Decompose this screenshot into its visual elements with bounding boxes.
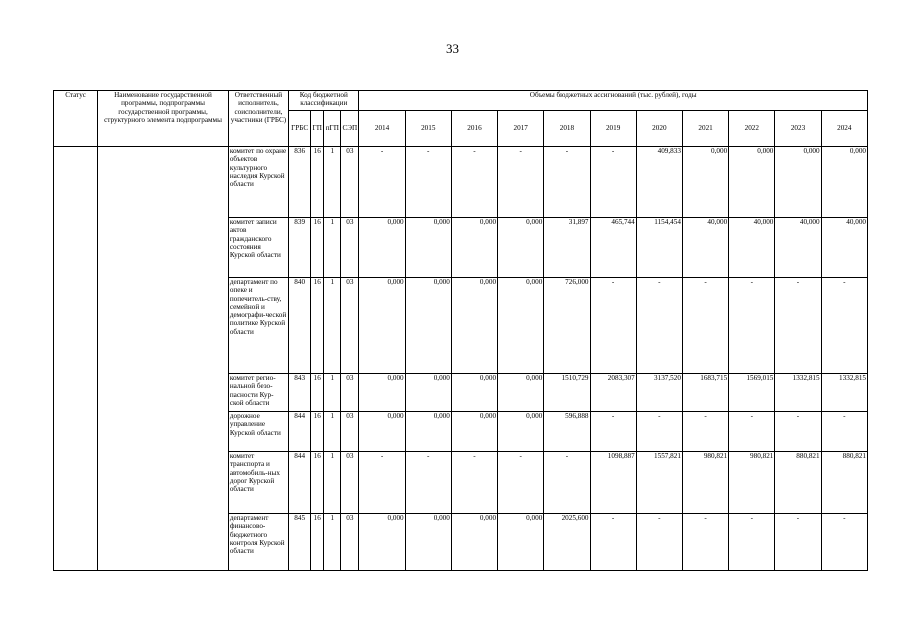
- value-cell-2019: -: [590, 147, 636, 218]
- value-cell-2019: 1098,887: [590, 452, 636, 514]
- executor-cell: департамент по опеке и попечитель-ству, семейной и демографи-ческой политике Курской области: [228, 278, 288, 374]
- value-cell-2018: 2025,600: [544, 514, 590, 571]
- value-cell-2014: 0,000: [359, 218, 405, 278]
- executor-cell: комитет транспорта и автомобиль-ных дорог Курской области: [228, 452, 288, 514]
- code-gp-cell: 16: [311, 452, 324, 514]
- code-sep-cell: 03: [341, 374, 359, 412]
- value-cell-2023: 0,000: [775, 147, 821, 218]
- status-cell: [54, 147, 98, 571]
- value-cell-2018: 726,000: [544, 278, 590, 374]
- code-grbs-cell: 840: [289, 278, 311, 374]
- value-cell-2019: -: [590, 412, 636, 452]
- value-cell-2023: -: [775, 514, 821, 571]
- header-year-2024: 2024: [821, 111, 867, 147]
- value-cell-2022: 40,000: [729, 218, 775, 278]
- code-sep-cell: 03: [341, 452, 359, 514]
- value-cell-2020: 1557,821: [636, 452, 682, 514]
- code-sep-cell: 03: [341, 412, 359, 452]
- header-code-group: Код бюджетной классификации: [289, 91, 359, 111]
- value-cell-2016: -: [451, 147, 497, 218]
- value-cell-2020: 1154,454: [636, 218, 682, 278]
- value-cell-2023: 880,821: [775, 452, 821, 514]
- value-cell-2023: 1332,815: [775, 374, 821, 412]
- code-sep-cell: 03: [341, 278, 359, 374]
- value-cell-2021: -: [682, 514, 728, 571]
- code-sep-cell: 03: [341, 218, 359, 278]
- code-pgp-cell: 1: [324, 412, 341, 452]
- value-cell-2018: 596,888: [544, 412, 590, 452]
- value-cell-2014: 0,000: [359, 278, 405, 374]
- value-cell-2024: 40,000: [821, 218, 867, 278]
- value-cell-2016: 0,000: [451, 374, 497, 412]
- header-year-2019: 2019: [590, 111, 636, 147]
- value-cell-2016: 0,000: [451, 218, 497, 278]
- value-cell-2023: 40,000: [775, 218, 821, 278]
- code-sep-cell: 03: [341, 147, 359, 218]
- value-cell-2016: -: [451, 452, 497, 514]
- value-cell-2023: -: [775, 278, 821, 374]
- value-cell-2024: 0,000: [821, 147, 867, 218]
- value-cell-2019: -: [590, 278, 636, 374]
- budget-table: [53, 90, 868, 571]
- value-cell-2019: 465,744: [590, 218, 636, 278]
- table-header: [54, 91, 868, 147]
- code-gp-cell: 16: [311, 412, 324, 452]
- executor-cell: комитет записи актов гражданского состояния Курской области: [228, 218, 288, 278]
- value-cell-2022: -: [729, 514, 775, 571]
- value-cell-2024: -: [821, 412, 867, 452]
- table-body: [54, 147, 868, 571]
- header-year-2016: 2016: [451, 111, 497, 147]
- header-year-2022: 2022: [729, 111, 775, 147]
- value-cell-2018: -: [544, 452, 590, 514]
- value-cell-2017: 0,000: [498, 412, 544, 452]
- value-cell-2016: 0,000: [451, 412, 497, 452]
- value-cell-2015: 0,000: [405, 374, 451, 412]
- value-cell-2023: -: [775, 412, 821, 452]
- value-cell-2024: -: [821, 514, 867, 571]
- header-volumes-group: Объемы бюджетных ассигнований (тыс. рублей), годы: [359, 91, 868, 111]
- value-cell-2014: 0,000: [359, 374, 405, 412]
- code-gp-cell: 16: [311, 218, 324, 278]
- code-grbs-cell: 845: [289, 514, 311, 571]
- code-pgp-cell: 1: [324, 514, 341, 571]
- value-cell-2017: -: [498, 147, 544, 218]
- value-cell-2022: 980,821: [729, 452, 775, 514]
- value-cell-2021: 0,000: [682, 147, 728, 218]
- code-grbs-cell: 844: [289, 412, 311, 452]
- code-gp-cell: 16: [311, 514, 324, 571]
- code-pgp-cell: 1: [324, 218, 341, 278]
- code-pgp-cell: 1: [324, 374, 341, 412]
- code-grbs-cell: 836: [289, 147, 311, 218]
- value-cell-2018: 1510,729: [544, 374, 590, 412]
- header-code-3: СЭП: [341, 111, 359, 147]
- header-name: Наименование государственной программы, подпрограммы государственной программы, структурного элемента подпрограммы: [98, 91, 229, 147]
- value-cell-2015: 0,000: [405, 514, 451, 571]
- value-cell-2020: -: [636, 278, 682, 374]
- value-cell-2014: -: [359, 452, 405, 514]
- executor-cell: департамент финансово-бюджетного контроля Курской области: [228, 514, 288, 571]
- value-cell-2020: 3137,520: [636, 374, 682, 412]
- value-cell-2021: 1683,715: [682, 374, 728, 412]
- value-cell-2020: 409,833: [636, 147, 682, 218]
- header-code-1: ГП: [311, 111, 324, 147]
- value-cell-2016: 0,000: [451, 514, 497, 571]
- value-cell-2015: -: [405, 147, 451, 218]
- code-grbs-cell: 844: [289, 452, 311, 514]
- header-year-2017: 2017: [498, 111, 544, 147]
- code-gp-cell: 16: [311, 278, 324, 374]
- header-year-2020: 2020: [636, 111, 682, 147]
- header-year-2014: 2014: [359, 111, 405, 147]
- header-executor: Ответственный исполнитель, соисполнители, участники (ГРБС): [228, 91, 288, 147]
- value-cell-2022: -: [729, 412, 775, 452]
- value-cell-2024: 1332,815: [821, 374, 867, 412]
- value-cell-2015: 0,000: [405, 218, 451, 278]
- value-cell-2015: -: [405, 452, 451, 514]
- value-cell-2022: 0,000: [729, 147, 775, 218]
- header-code-0: ГРБС: [289, 111, 311, 147]
- value-cell-2021: -: [682, 412, 728, 452]
- header-status: Статус: [54, 91, 98, 147]
- value-cell-2017: -: [498, 452, 544, 514]
- page-number: 33: [446, 41, 459, 56]
- code-sep-cell: 03: [341, 514, 359, 571]
- header-year-2018: 2018: [544, 111, 590, 147]
- value-cell-2017: 0,000: [498, 374, 544, 412]
- code-pgp-cell: 1: [324, 452, 341, 514]
- header-code-2: пГП: [324, 111, 341, 147]
- value-cell-2022: 1569,015: [729, 374, 775, 412]
- value-cell-2020: -: [636, 514, 682, 571]
- value-cell-2021: 40,000: [682, 218, 728, 278]
- value-cell-2018: -: [544, 147, 590, 218]
- value-cell-2015: 0,000: [405, 278, 451, 374]
- executor-cell: комитет регио-нальной безо-пасности Кур-ской области: [228, 374, 288, 412]
- executor-cell: дорожное управление Курской области: [228, 412, 288, 452]
- code-gp-cell: 16: [311, 147, 324, 218]
- value-cell-2021: -: [682, 278, 728, 374]
- executor-cell: комитет по охране объектов культурного наследия Курской области: [228, 147, 288, 218]
- value-cell-2016: 0,000: [451, 278, 497, 374]
- code-grbs-cell: 839: [289, 218, 311, 278]
- value-cell-2015: 0,000: [405, 412, 451, 452]
- value-cell-2019: -: [590, 514, 636, 571]
- value-cell-2024: -: [821, 278, 867, 374]
- value-cell-2018: 31,897: [544, 218, 590, 278]
- program-name-cell: [98, 147, 229, 571]
- value-cell-2019: 2083,307: [590, 374, 636, 412]
- code-grbs-cell: 843: [289, 374, 311, 412]
- header-year-2021: 2021: [682, 111, 728, 147]
- value-cell-2017: 0,000: [498, 514, 544, 571]
- value-cell-2020: -: [636, 412, 682, 452]
- header-year-2015: 2015: [405, 111, 451, 147]
- value-cell-2017: 0,000: [498, 218, 544, 278]
- value-cell-2014: -: [359, 147, 405, 218]
- code-gp-cell: 16: [311, 374, 324, 412]
- table-row: [54, 147, 868, 218]
- value-cell-2014: 0,000: [359, 412, 405, 452]
- code-pgp-cell: 1: [324, 278, 341, 374]
- value-cell-2024: 880,821: [821, 452, 867, 514]
- value-cell-2017: 0,000: [498, 278, 544, 374]
- code-pgp-cell: 1: [324, 147, 341, 218]
- value-cell-2014: 0,000: [359, 514, 405, 571]
- header-year-2023: 2023: [775, 111, 821, 147]
- value-cell-2022: -: [729, 278, 775, 374]
- value-cell-2021: 980,821: [682, 452, 728, 514]
